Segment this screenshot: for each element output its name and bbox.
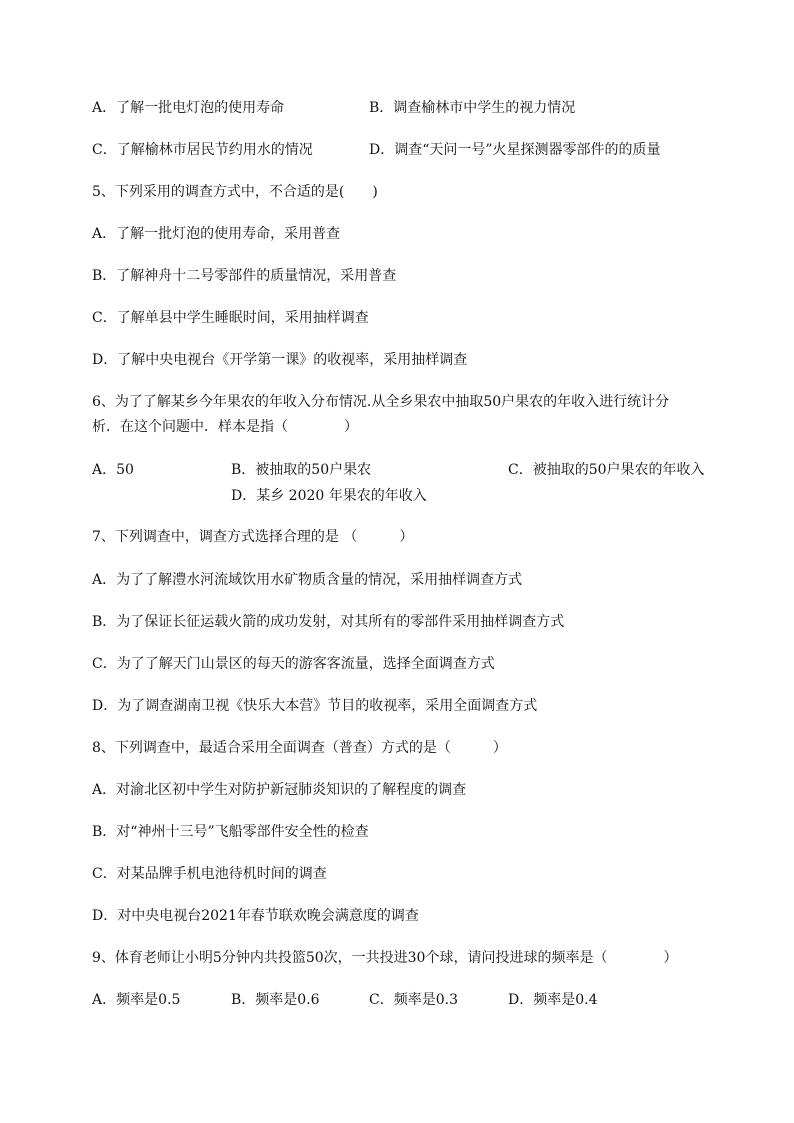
q4-option-b: B．调查榆林市中学生的视力情况: [369, 100, 576, 116]
q6-option-c: C．被抽取的50户果农的年收入: [508, 462, 705, 478]
q4-option-c: C．了解榆林市居民节约用水的情况: [92, 142, 313, 158]
q5-stem: 5、下列采用的调查方式中，不合适的是( ): [92, 184, 378, 200]
q7-option-a: A．为了了解澧水河流域饮用水矿物质含量的情况，采用抽样调查方式: [92, 572, 523, 588]
q6-option-b: B．被抽取的50户果农: [231, 462, 372, 478]
q6-stem-line1: 6、为了了解某乡今年果农的年收入分布情况.从全乡果农中抽取50户果农的年收入进行统计分: [92, 394, 670, 410]
q5-option-b: B．了解神舟十二号零部件的质量情况，采用普查: [92, 268, 397, 284]
q6-stem-line2: 析．在这个问题中．样本是指（ ）: [92, 419, 358, 435]
q7-option-c: C．为了了解天门山景区的每天的游客客流量，选择全面调查方式: [92, 656, 495, 672]
q8-option-a: A．对渝北区初中学生对防护新冠肺炎知识的了解程度的调查: [92, 782, 467, 798]
q5-option-c: C．了解单县中学生睡眠时间，采用抽样调查: [92, 310, 369, 326]
q7-stem: 7、下列调查中，调查方式选择合理的是 （ ）: [92, 529, 414, 545]
q5-option-a: A．了解一批灯泡的使用寿命，采用普查: [92, 226, 341, 242]
q9-option-c: C．频率是0.3: [369, 992, 458, 1008]
q9-option-b: B．频率是0.6: [231, 992, 320, 1008]
q9-stem: 9、体育老师让小明5分钟内共投篮50次，一共投进30个球，请问投进球的频率是（ ）: [92, 950, 678, 966]
q8-option-d: D．对中央电视台2021年春节联欢晚会满意度的调查: [92, 908, 419, 924]
q7-option-d: D．为了调查湖南卫视《快乐大本营》节目的收视率，采用全面调查方式: [92, 698, 538, 714]
q9-option-d: D．频率是0.4: [508, 992, 598, 1008]
q9-option-a: A．频率是0.5: [92, 992, 181, 1008]
q4-option-d: D．调查“天问一号”火星探测器零部件的的质量: [369, 142, 661, 158]
q6-option-a: A．50: [92, 462, 134, 478]
q5-option-d: D．了解中央电视台《开学第一课》的收视率，采用抽样调查: [92, 352, 468, 368]
q8-option-c: C．对某品牌手机电池待机时间的调查: [92, 866, 327, 882]
q6-option-d: D．某乡 2020 年果农的年收入: [231, 488, 427, 504]
q8-stem: 8、下列调查中，最适合采用全面调查（普查）方式的是（ ）: [92, 740, 507, 756]
q8-option-b: B．对“神州十三号”飞船零部件安全性的检查: [92, 824, 369, 840]
q4-option-a: A．了解一批电灯泡的使用寿命: [92, 100, 285, 116]
q7-option-b: B．为了保证长征运载火箭的成功发射，对其所有的零部件采用抽样调查方式: [92, 614, 565, 630]
